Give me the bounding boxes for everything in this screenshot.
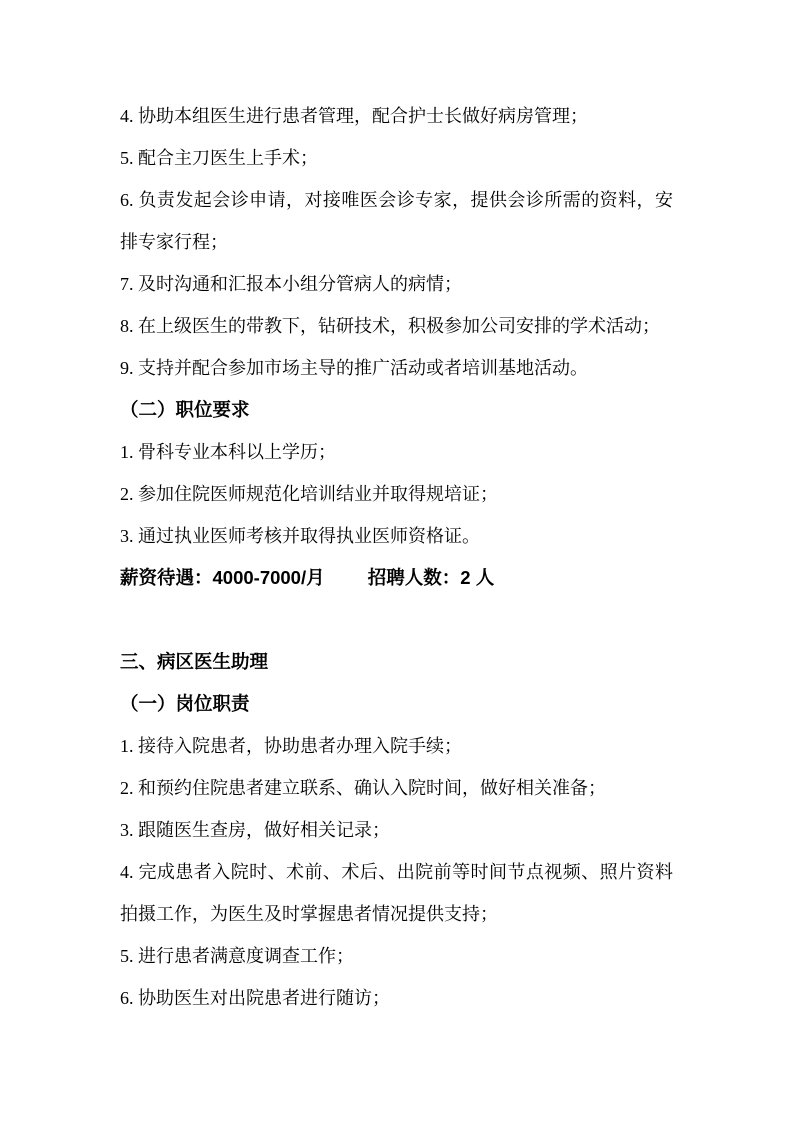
section-heading-requirements: （二）职位要求 bbox=[120, 399, 250, 420]
requirement-item-1: 1. 骨科专业本科以上学历； bbox=[120, 442, 336, 462]
requirement-item-2: 2. 参加住院医师规范化培训结业并取得规培证； bbox=[120, 484, 498, 504]
blank-line bbox=[120, 599, 673, 641]
salary-text: 薪资待遇：4000-7000/月 bbox=[120, 567, 325, 588]
ward-duty-item-6: 6. 协助医生对出院患者进行随访； bbox=[120, 988, 390, 1008]
duty-item-8: 8. 在上级医生的带教下，钻研技术，积极参加公司安排的学术活动； bbox=[120, 316, 660, 336]
ward-duty-item-4: 4. 完成患者入院时、术前、术后、出院前等时间节点视频、照片资料拍摄工作，为医生及时掌握患者情况提供支持； bbox=[120, 862, 673, 924]
ward-duty-item-2: 2. 和预约住院患者建立联系、确认入院时间，做好相关准备； bbox=[120, 778, 606, 798]
duty-item-6: 6. 负责发起会诊申请，对接唯医会诊专家，提供会诊所需的资料，安排专家行程； bbox=[120, 190, 673, 252]
section-heading-ward-assistant: 三、病区医生助理 bbox=[120, 651, 269, 672]
duty-item-5: 5. 配合主刀医生上手术； bbox=[120, 148, 318, 168]
headcount-text: 招聘人数：2 人 bbox=[367, 567, 495, 588]
section-heading-duties: （一）岗位职责 bbox=[120, 693, 250, 714]
salary-headcount-line bbox=[120, 557, 673, 599]
duty-item-9: 9. 支持并配合参加市场主导的推广活动或者培训基地活动。 bbox=[120, 358, 588, 378]
ward-duty-item-5: 5. 进行患者满意度调查工作； bbox=[120, 946, 354, 966]
requirement-item-3: 3. 通过执业医师考核并取得执业医师资格证。 bbox=[120, 526, 480, 546]
ward-duty-item-3: 3. 跟随医生查房，做好相关记录； bbox=[120, 820, 390, 840]
ward-duty-item-1: 1. 接待入院患者，协助患者办理入院手续； bbox=[120, 736, 462, 756]
duty-item-4: 4. 协助本组医生进行患者管理，配合护士长做好病房管理； bbox=[120, 106, 588, 126]
duty-item-7: 7. 及时沟通和汇报本小组分管病人的病情； bbox=[120, 274, 462, 294]
